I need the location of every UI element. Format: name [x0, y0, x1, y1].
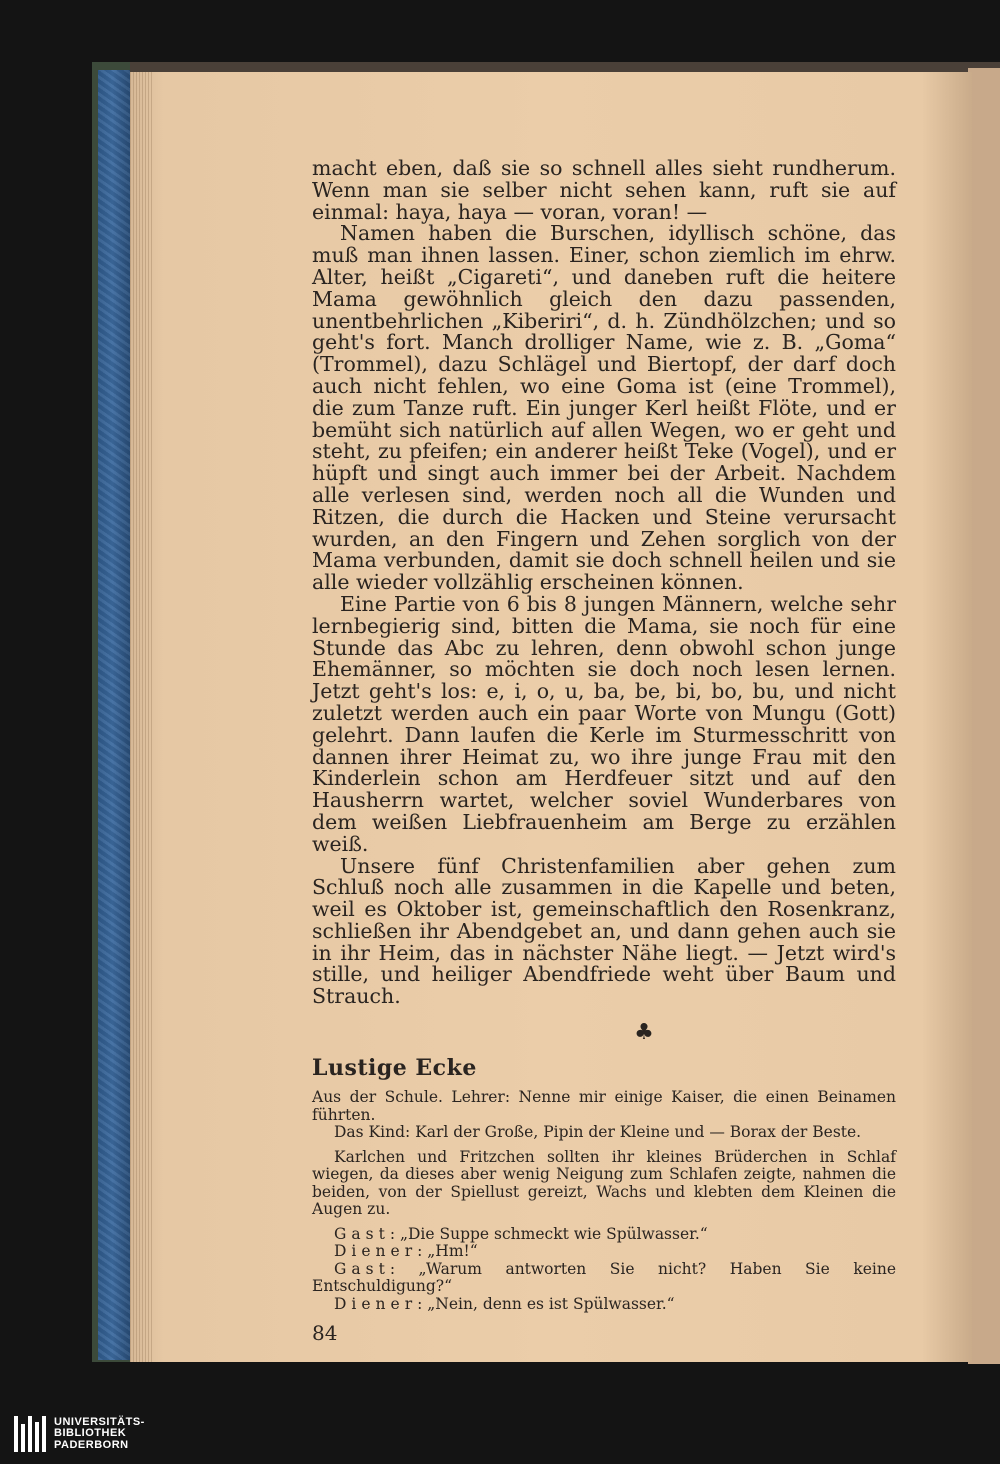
paragraph: macht eben, daß sie so schnell alles sieht rundherum. Wenn man sie selber nicht sehen kann, ruft sie auf einmal: haya, haya — voran, voran! —	[312, 156, 896, 224]
dialog-speaker: Diener	[334, 1294, 418, 1313]
dialog-speaker: Gast	[334, 1224, 390, 1243]
joke-text: Aus der Schule. Lehrer: Nenne mir einige Kaiser, die einen Beinamen führten.	[312, 1088, 896, 1124]
section-heading: Lustige Ecke	[312, 1055, 477, 1082]
joke-text: Karlchen und Fritzchen sollten ihr kleines Brüderchen in Schlaf wiegen, da dieses aber wenig Neigung zum Schlafen zeigte, nahmen die beiden, von der Spiellust gereizt, Wachs und klebten dem Kleinen die Augen zu.	[312, 1147, 896, 1219]
marbled-spine	[98, 70, 134, 1360]
facing-page-edge	[968, 68, 1000, 1364]
library-logo	[14, 1414, 145, 1454]
logo-line: UNIVERSITÄTS-	[54, 1415, 145, 1428]
library-logo-icon	[14, 1416, 46, 1452]
dialog-text: „Nein, denn es ist Spülwasser.“	[427, 1294, 675, 1313]
paragraph: Eine Partie von 6 bis 8 jungen Männern, welche sehr lernbegierig sind, bitten die Mama, sie noch für eine Stunde das Abc zu lehren, denn obwohl schon junge Ehemänner, so möchten sie doch noch lesen lernen. Jetzt geht's los: e, i, o, u, ba, be, bi, bo, bu, und nicht zuletzt werden auch ein paar Worte von Mungu (Gott) gelehrt. Dann laufen die Kerle im Sturmesschritt von dannen ihrer Heimat zu, wo ihre junge Frau mit den Kinderlein schon am Herdfeuer sitzt und auf den Hausherrn wartet, welcher soviel Wunderbares von dem weißen Liebfrauenheim am Berge zu erzählen weiß.	[312, 591, 896, 856]
joke-text: Das Kind: Karl der Große, Pipin der Kleine und — Borax der Beste.	[334, 1123, 862, 1142]
dialog-line: Diener: „Hm!“	[334, 1242, 478, 1261]
dialog-line: Gast: „Warum antworten Sie nicht? Haben Sie keine Entschuldigung?“	[312, 1259, 896, 1296]
dialog-block	[312, 1226, 896, 1314]
logo-line: BIBLIOTHEK	[54, 1427, 127, 1440]
dialog-speaker: Diener	[334, 1242, 418, 1261]
page-stack-edge	[130, 72, 152, 1362]
library-logo-text	[54, 1417, 145, 1452]
page-text	[312, 158, 896, 1345]
dialog-text: „Hm!“	[427, 1242, 478, 1261]
dialog-text: „Warum antworten Sie nicht? Haben Sie keine Entschuldigung?“	[312, 1259, 896, 1296]
ornament-icon: ♣	[634, 1020, 654, 1046]
paragraph: Unsere fünf Christenfamilien aber gehen zum Schluß noch alle zusammen in die Kapelle und beten, weil es Oktober ist, gemeinschaftlich den Rosenkranz, schließen ihr Abendgebet an, und dann gehen auch sie in ihr Heim, das in nächster Nähe liegt. — Jetzt wird's stille, und heiliger Abendfriede weht über Baum und Strauch.	[312, 853, 896, 1009]
dialog-speaker: Gast	[334, 1259, 390, 1278]
logo-line: PADERBORN	[54, 1438, 129, 1451]
paragraph: Namen haben die Burschen, idyllisch schöne, das muß man ihnen lassen. Einer, schon ziemlich im ehrw. Alter, heißt „Cigareti“, und daneben ruft die heitere Mama gewöhnlich gleich den dazu passenden, unentbehrlichen „Kiberiri“, d. h. Zündhölzchen; und so geht's fort. Manch drolliger Name, wie z. B. „Goma“ (Trommel), dazu Schlägel und Biertopf, der darf doch auch nicht fehlen, wo eine Goma ist (eine Trommel), die zum Tanze ruft. Ein junger Kerl heißt Flöte, und er bemüht sich natürlich auf allen Wegen, wo er geht und steht, zu pfeifen; ein anderer heißt Teke (Vogel), und er hüpft und singt auch immer bei der Arbeit. Nachdem alle verlesen sind, werden noch all die Wunden und Ritzen, die durch die Hacken und Steine verursacht wurden, an den Fingern und Zehen sorglich von der Mama verbunden, damit sie doch schnell heilen und sie alle wieder vollzählig erscheinen können.	[312, 221, 896, 595]
dialog-text: „Die Suppe schmeckt wie Spülwasser.“	[399, 1224, 708, 1243]
page-number: 84	[312, 1321, 338, 1346]
dialog-line: Gast: „Die Suppe schmeckt wie Spülwasser.“	[334, 1224, 708, 1243]
dialog-line: Diener: „Nein, denn es ist Spülwasser.“	[334, 1294, 675, 1313]
